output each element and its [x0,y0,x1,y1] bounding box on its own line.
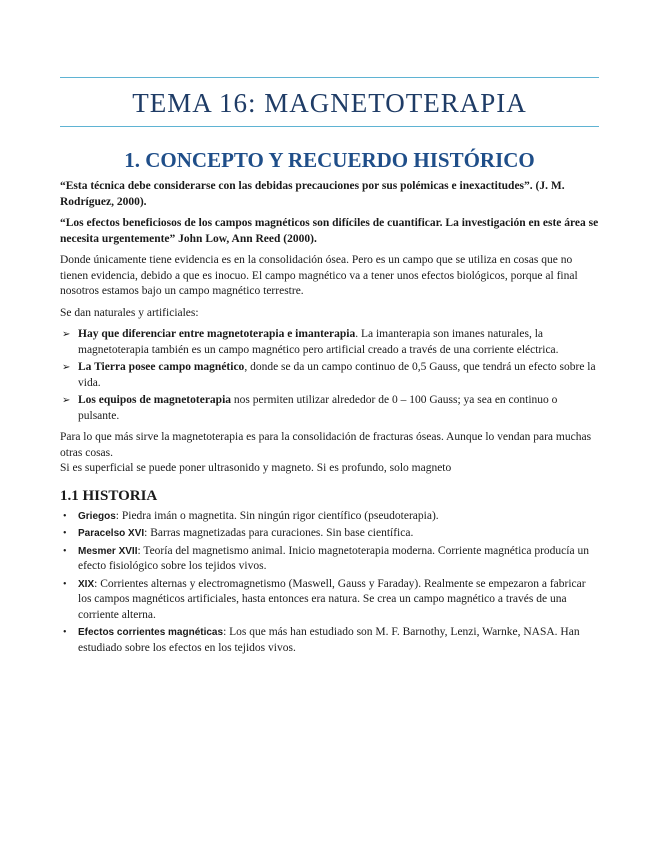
section-heading-concepto: 1. CONCEPTO Y RECUERDO HISTÓRICO [124,148,535,172]
arrow-bullet-icon: ➢ [62,329,71,340]
list-item [60,544,599,575]
history-list [60,509,599,657]
bullet-icon: • [63,545,67,557]
list-item-text: : Teoría del magnetismo animal. Inicio magnetoterapia moderna. Corriente magnética producía un efecto fisiológico sobre los tejidos vivos. [78,544,589,572]
list-item [60,526,599,542]
quote-rodriguez: “Esta técnica debe considerarse con las debidas precauciones por sus polémicas e inexactitudes”. (J. M. Rodríguez, 2000). [60,180,565,208]
list-item-bold: Efectos corrientes magnéticas [78,627,224,638]
list-item-text: : Barras magnetizadas para curaciones. Sin base científica. [144,527,414,539]
paragraph-consolidacion: Para lo que más sirve la magnetoterapia es para la consolidación de fracturas óseas. Aunque lo vendan para muchas otras cosas. [60,431,592,459]
list-item [60,360,599,391]
list-item-bold: Mesmer XVII [78,545,138,557]
bullet-icon: • [63,510,67,522]
arrow-bullet-icon: ➢ [62,395,71,406]
paragraph-superficial: Si es superficial se puede poner ultrasonido y magneto. Si es profundo, solo magneto [60,462,452,474]
document-body [60,147,599,658]
list-item-bold: Hay que diferenciar entre magnetoterapia e imanterapia [78,328,356,340]
section-heading-historia: 1.1 HISTORIA [60,487,158,504]
title-bottom-rule [60,126,599,127]
list-item-bold: XIX [78,578,95,590]
list-item-text: , donde se da un campo continuo de 0,5 Gauss, que tendrá un efecto sobre la vida. [78,361,596,389]
arrow-bullet-icon: ➢ [62,362,71,373]
list-item [60,625,599,656]
list-item-text: : Piedra imán o magnetita. Sin ningún rigor científico (pseudoterapia). [115,509,439,522]
bullet-icon: • [63,528,67,539]
list-item [60,577,599,624]
quote-low-reed: “Los efectos beneficiosos de los campos magnéticos son difíciles de cuantificar. La investigación en este área se necesita urgentemente” John Low, Ann Reed (2000). [60,217,599,245]
list-item-bold: Paracelso XVI [78,528,145,539]
list-item-bold: Los equipos de magnetoterapia [78,394,232,406]
bullet-icon: • [63,627,67,638]
list-item [60,327,599,358]
paragraph-evidencia: Donde únicamente tiene evidencia es en la consolidación ósea. Pero es un campo que se utiliza en cosas que no tienen evidencia, debido a que es inocuo. El campo magnético va a tener unos efectos biológicos, porque al final nosotros estamos bajo un campo magnético terrestre. [60,254,578,297]
bullet-icon: • [63,578,67,590]
arrow-list [60,327,599,424]
list-item-text: . La imanterapia son imanes naturales, la magnetoterapia también es un campo magnético pero artificial creado a través de una corriente eléctrica. [78,328,559,356]
list-item-text: : Los que más han estudiado son M. F. Barnothy, Lenzi, Warnke, NASA. Han estudiado sobre los efectos en los tejidos vivos. [78,626,580,654]
page-title: TEMA 16: MAGNETOTERAPIA [132,88,527,118]
list-item-text: nos permiten utilizar alrededor de 0 – 100 Gauss; ya sea en continuo o pulsante. [78,394,558,422]
list-item [60,509,599,525]
list-item [60,393,599,424]
list-item-bold: Griegos [78,510,116,522]
list-item-bold: La Tierra posee campo magnético [78,361,245,373]
list-item-text: : Corrientes alternas y electromagnetismo (Maswell, Gauss y Faraday). Realmente se empezaron a fabricar los campos magnéticos artificiales, hasta entonces era natura. Se crea un campo magnético a través de una corriente alterna. [78,577,586,621]
paragraph-tipos: Se dan naturales y artificiales: [60,306,199,319]
title-top-rule [60,77,599,78]
